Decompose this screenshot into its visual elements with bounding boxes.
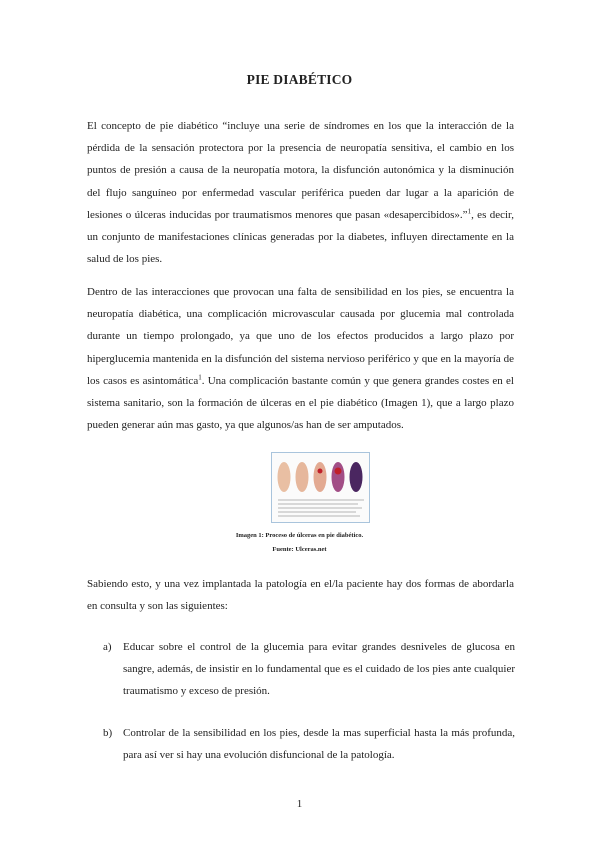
foot-sole-2 <box>296 462 309 492</box>
image-legend-lines <box>278 499 364 519</box>
ulcer-mark-3 <box>318 469 323 474</box>
foot-sole-1 <box>278 462 291 492</box>
paragraph-1 <box>87 115 514 270</box>
list-item-text: Controlar de la sensibilidad en los pies, desde la mas superficial hasta la más profunda, para así ver si hay una evolución disfuncional de la patología. <box>123 727 515 762</box>
paragraph-1-text: El concepto de pie diabético “incluye una serie de síndromes en los que la interacción de la pérdida de la sensación protectora por la presencia de neuropatía sensitiva, el cambio en los puntos de presión a causa de la neuropatía motora, la disfunción autonómica y la disminución del flujo sanguíneo por enfermedad vascular periférica pueden dar lugar a la aparición de lesiones o úlceras inducidas por traumatismos menores que pasan «desapercibidos».” <box>87 120 514 221</box>
ulcer-mark-4 <box>335 468 342 475</box>
list-marker: a) <box>103 641 112 653</box>
paragraph-3: Sabiendo esto, y una vez implantada la patología en el/la paciente hay dos formas de abordarla en consulta y son las siguientes: <box>87 578 514 613</box>
foot-sole-5 <box>350 462 363 492</box>
foot-sole-4 <box>332 462 345 492</box>
page-number: 1 <box>296 798 303 810</box>
list-item-a <box>103 636 515 703</box>
paragraph-2 <box>87 281 514 436</box>
list-marker: b) <box>103 727 113 739</box>
figure-source: Fuente: Ulceras.net <box>272 546 327 553</box>
diabetic-foot-ulcer-image <box>271 452 370 523</box>
list-item-b <box>103 722 515 766</box>
figure-caption: Imagen 1: Proceso de úlceras en pie diabético. <box>235 532 364 539</box>
list-item <box>103 636 515 703</box>
foot-sole-3 <box>314 462 327 492</box>
list-item <box>103 722 515 766</box>
list-item-text: Educar sobre el control de la glucemia para evitar grandes desniveles de glucosa en sangre, además, de insistir en lo fundamental que es el cuidado de los pies ante cualquier traumatismo y exceso de presión. <box>123 641 515 698</box>
footnote-ref-1: 1 <box>467 207 472 216</box>
page-title: PIE DIABÉTICO <box>246 72 353 87</box>
feet-illustration <box>272 455 369 495</box>
paragraph-1-text-end: , es decir, un conjunto de manifestaciones clínicas generadas por la diabetes, influyen directamente en la salud de los pies. <box>87 208 514 266</box>
paragraph-2-text-end: . Una complicación bastante común y que genera grandes costes en el sistema sanitario, son la formación de úlceras en el pie diabético (Imagen 1), que a largo plazo pueden generar aún mas gasto, ya que algunos/as han de ser amputados. <box>87 374 514 432</box>
footnote-ref-2: 1 <box>198 373 202 382</box>
paragraph-2-text: Dentro de las interacciones que provocan una falta de sensibilidad en los pies, se encuentra la neuropatía diabética, una complicación microvascular causada por glucemia mal controlada durante un tiempo prolongado, ya que uno de los efectos producidos a largo plazo por hiperglucemia mantenida en la disfunción del sistema nervioso periférico y que en la mayoría de los casos es asintomática <box>87 286 514 387</box>
